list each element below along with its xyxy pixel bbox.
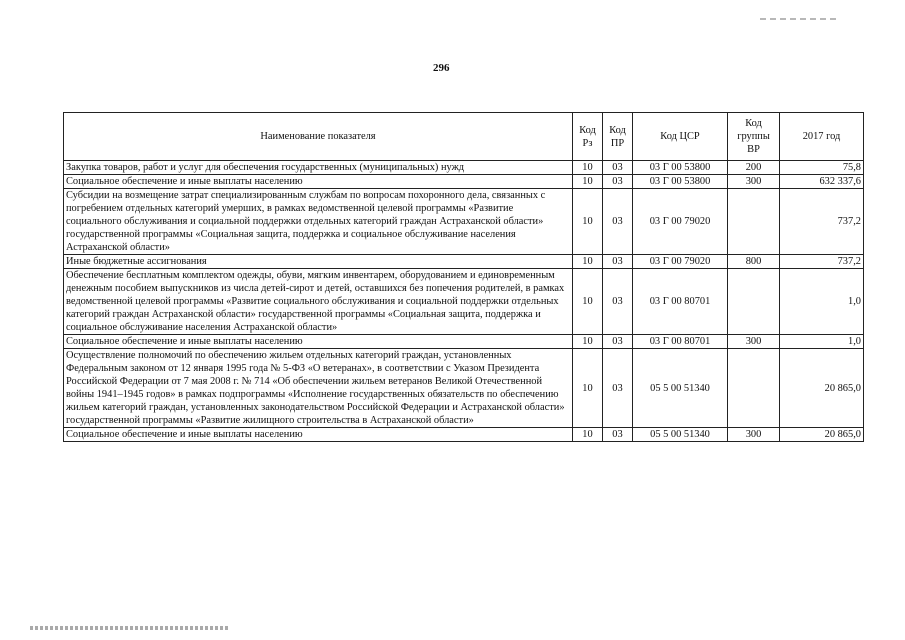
row-amount: 737,2	[780, 189, 864, 255]
table-row	[64, 175, 864, 189]
header-vr: Код группы ВР	[728, 113, 780, 161]
row-rz: 10	[573, 189, 603, 255]
row-name: Социальное обеспечение и иные выплаты населению	[64, 428, 573, 442]
row-vr: 300	[728, 428, 780, 442]
header-csr: Код ЦСР	[633, 113, 728, 161]
row-vr	[728, 189, 780, 255]
header-year: 2017 год	[780, 113, 864, 161]
table-row	[64, 189, 864, 255]
budget-table	[63, 112, 864, 442]
row-name: Субсидии на возмещение затрат специализированным службам по вопросам похоронного дела, связанных с погребением отдельных категорий умерших, в рамках ведомственной целевой программы «Развитие социального обслуживания и социальной поддержки отдельных категорий граждан Астраханской области» государственной программы «Социальная защита, поддержка и социальное обслуживание населения Астраханской области»	[64, 189, 573, 255]
table-row	[64, 255, 864, 269]
row-vr: 300	[728, 175, 780, 189]
row-csr: 03 Г 00 80701	[633, 335, 728, 349]
row-csr: 03 Г 00 53800	[633, 175, 728, 189]
row-name: Социальное обеспечение и иные выплаты населению	[64, 175, 573, 189]
row-rz: 10	[573, 335, 603, 349]
scan-artifact-bottom	[30, 626, 230, 630]
row-rz: 10	[573, 428, 603, 442]
row-pr: 03	[603, 255, 633, 269]
row-name: Осуществление полномочий по обеспечению жильем отдельных категорий граждан, установленных Федеральным законом от 12 января 1995 года № 5-ФЗ «О ветеранах», в соответствии с Указом Президента Российской Федерации от 7 мая 2008 г. № 714 «Об обеспечении жильем ветеранов Великой Отечественной войны 1941–1945 годов» в рамках подпрограммы «Исполнение государственных обязательств по обеспечению жильем категорий граждан, установленных законодательством Российской Федерации и Астраханской области» государственной программы «Развитие жилищного строительства в Астраханской области»	[64, 349, 573, 428]
header-pr: Код ПР	[603, 113, 633, 161]
row-pr: 03	[603, 175, 633, 189]
page-number: 296	[433, 62, 450, 74]
row-amount: 737,2	[780, 255, 864, 269]
row-vr	[728, 269, 780, 335]
row-rz: 10	[573, 255, 603, 269]
table-row	[64, 349, 864, 428]
row-vr: 300	[728, 335, 780, 349]
row-vr: 200	[728, 161, 780, 175]
header-name: Наименование показателя	[64, 113, 573, 161]
row-rz: 10	[573, 269, 603, 335]
row-csr: 03 Г 00 53800	[633, 161, 728, 175]
row-pr: 03	[603, 189, 633, 255]
row-name: Социальное обеспечение и иные выплаты населению	[64, 335, 573, 349]
row-csr: 05 5 00 51340	[633, 349, 728, 428]
row-csr: 03 Г 00 80701	[633, 269, 728, 335]
row-csr: 03 Г 00 79020	[633, 189, 728, 255]
row-amount: 1,0	[780, 335, 864, 349]
table-row	[64, 335, 864, 349]
row-rz: 10	[573, 349, 603, 428]
header-rz: Код Рз	[573, 113, 603, 161]
row-pr: 03	[603, 335, 633, 349]
row-pr: 03	[603, 428, 633, 442]
row-pr: 03	[603, 269, 633, 335]
table-row	[64, 161, 864, 175]
row-vr: 800	[728, 255, 780, 269]
table-header-row	[64, 113, 864, 161]
row-amount: 20 865,0	[780, 349, 864, 428]
scan-artifact-top	[760, 18, 840, 20]
row-amount: 75,8	[780, 161, 864, 175]
row-vr	[728, 349, 780, 428]
row-amount: 632 337,6	[780, 175, 864, 189]
row-rz: 10	[573, 175, 603, 189]
row-rz: 10	[573, 161, 603, 175]
row-name: Закупка товаров, работ и услуг для обеспечения государственных (муниципальных) нужд	[64, 161, 573, 175]
row-amount: 1,0	[780, 269, 864, 335]
table-row	[64, 269, 864, 335]
row-name: Обеспечение бесплатным комплектом одежды, обуви, мягким инвентарем, оборудованием и единовременным денежным пособием выпускников из числа детей-сирот и детей, оставшихся без попечения родителей, в рамках ведомственной целевой программы «Развитие социального обслуживания и социальной поддержки отдельных категорий граждан Астраханской области» государственной программы «Социальная защита, поддержка и социальное обслуживание населения Астраханской области»	[64, 269, 573, 335]
row-csr: 05 5 00 51340	[633, 428, 728, 442]
row-amount: 20 865,0	[780, 428, 864, 442]
row-name: Иные бюджетные ассигнования	[64, 255, 573, 269]
table-row	[64, 428, 864, 442]
row-pr: 03	[603, 349, 633, 428]
row-csr: 03 Г 00 79020	[633, 255, 728, 269]
row-pr: 03	[603, 161, 633, 175]
